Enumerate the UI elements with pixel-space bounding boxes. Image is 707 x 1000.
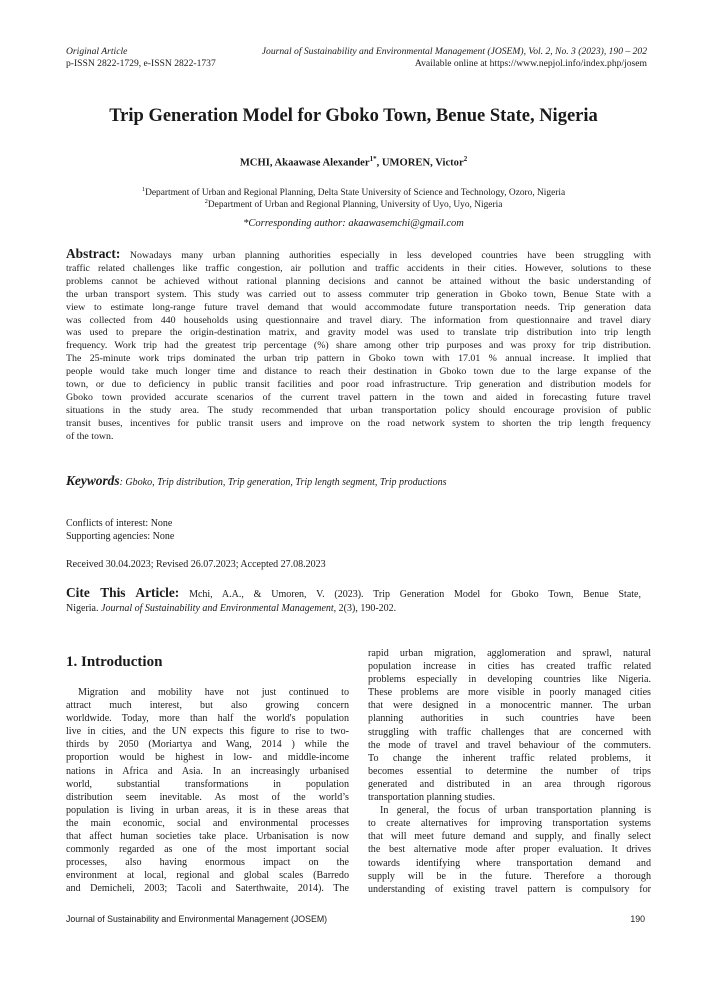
section-heading-introduction: 1. Introduction [66, 654, 163, 670]
body-line: worldwide. Today, more than half the world's population [66, 713, 349, 725]
body-line: population increase in cities has created traffic related [368, 661, 651, 673]
article-type: Original Article [66, 46, 128, 57]
keywords [66, 473, 446, 489]
abstract-line: traffic related challenges like traffic congestion, air pollution and traffic accidents in their cities. However, solutions to these [66, 262, 651, 274]
abstract-line: transit buses, incentives for public transit users and improve on the road network system to shorten the trip length frequency [66, 417, 651, 429]
paper-title: Trip Generation Model for Gboko Town, Benue State, Nigeria [109, 106, 598, 126]
affiliation-2 [0, 196, 707, 212]
author-1-marker: 1* [369, 155, 377, 163]
affiliation-2-marker: 2 [204, 198, 208, 205]
body-line: proportion would be highest in low- and middle-income [66, 752, 349, 764]
page-number: 190 [630, 914, 645, 924]
body-line: These problems are more visible in poorly managed cities [368, 687, 651, 699]
body-line: live in cities, and the UN expects this figure to rise to two- [66, 726, 349, 738]
body-line: that will meet future demand and supply, and finally select [368, 831, 651, 843]
author-2: UMOREN, Victor [381, 157, 464, 169]
cite-text: Mchi, A.A., & Umoren, V. (2023). Trip Generation Model for Gboko Town, Benue State, [179, 589, 641, 600]
abstract-line: was collected from 440 households using questionnaire and travel diary. The information from questionnaire and travel diary [66, 314, 651, 326]
footer-journal: Journal of Sustainability and Environmental Management (JOSEM) [66, 914, 328, 924]
body-line: world, substantial transformations in population [66, 778, 349, 790]
body-line: planning authorities in such countries have been [368, 713, 651, 725]
affiliation-1-text: Department of Urban and Regional Planning, Delta State University of Science and Technology, Ozoro, Nigeria [145, 188, 566, 199]
abstract-label: Abstract: [66, 246, 121, 261]
cite-prefix: Nigeria. [66, 603, 101, 614]
body-line: the best alternative mode after proper evaluation. It drives [368, 844, 651, 856]
abstract-line: problems cannot be achieved without rational planning decisions and cannot be attained without the basic understanding of [66, 275, 651, 287]
corresponding-author: *Corresponding author: akaawasemchi@gmail.com [243, 218, 464, 229]
body-line: environment at local, regional and global scales (Barredo [66, 870, 349, 882]
abstract-line: the urban transport system. This study was carried out to assess commuter trip generation in Gboko town, Benue State with a [66, 288, 651, 300]
body-line: In general, the focus of urban transportation planning is [380, 805, 651, 817]
intro-right-column [368, 647, 651, 896]
author-separator: , [376, 157, 382, 169]
abstract-line: of the town. [66, 430, 114, 442]
body-line: population is living in urban areas, it is in these areas that [66, 804, 349, 816]
abstract-line: Gboko town provided accurate scenarios of the current travel pattern in the town and aided in forecasting future travel [66, 391, 651, 403]
body-line: rapid urban migration, agglomeration and sprawl, natural [368, 648, 651, 659]
body-line: towards identifying where transportation demand and [368, 857, 651, 869]
supporting-agencies: Supporting agencies: None [66, 531, 175, 542]
abstract-line: town, or due to deficiency in public transit facilities and poor road infrastructure. Trip generation and distribution models for [66, 379, 651, 391]
abstract-line: situations in the study area. The study recommended that urban transportation policy should encourage provision of public [66, 404, 651, 416]
available-online: Available online at https://www.nepjol.info/index.php/josem [414, 58, 647, 69]
author-2-marker: 2 [463, 155, 468, 163]
cite-line-1 [66, 586, 641, 602]
body-line: supply will be in the future. Therefore a thorough [368, 870, 651, 882]
body-line: Migration and mobility have not just continued to [78, 687, 349, 698]
abstract-line: frequency. Work trip had the greatest trip percentage (%) share among other trip purposes and was proxy for trip distribution. [66, 340, 651, 352]
body-line: commonly regarded as one of the most important social [66, 844, 349, 856]
body-line: the main economic, social and environmental processes [66, 817, 349, 829]
body-line: attract much interest, but also growing concern [66, 700, 349, 712]
body-line: problems especially in developing countries like Nigeria. [368, 674, 651, 686]
cite-line-2 [66, 602, 641, 616]
cite-label: Cite This Article: [66, 585, 180, 600]
body-line: and Demicheli, 2003; Tacoli and Saterthwaite, 2014). The [66, 883, 349, 895]
issn: p-ISSN 2822-1729, e-ISSN 2822-1737 [66, 58, 216, 69]
body-line: that were designed in a monocentric manner. The urban [368, 700, 651, 712]
abstract-line: people would take much longer time and distance to reach their destination in Gboko town due to the large expanse of the [66, 366, 651, 378]
abstract [66, 248, 651, 444]
body-line: transportation planning studies. [368, 792, 495, 804]
conflicts-of-interest: Conflicts of interest: None [66, 518, 173, 529]
body-line: distribution seem inevitable. As most of the world’s [66, 791, 349, 803]
body-line: generated and distributed in an area through rigorous [368, 778, 651, 790]
author-1: MCHI, Akaawase Alexander [239, 157, 370, 169]
cite-suffix: , 2(3), 190-202. [333, 603, 397, 614]
authors [0, 155, 707, 169]
body-line: nations in Africa and Asia. In an increasingly urbanised [66, 765, 349, 777]
body-line: struggling with traffic challenges that are concerned with [368, 726, 651, 738]
cite-journal: Journal of Sustainability and Environmental Management [101, 603, 334, 614]
cite-this-article [66, 586, 641, 616]
affiliation-1-marker: 1 [141, 186, 146, 193]
affiliation-2-text: Department of Urban and Regional Planning, University of Uyo, Uyo, Nigeria [207, 200, 503, 211]
abstract-line [66, 248, 651, 263]
body-line: to create alternatives for improving transportation systems [368, 818, 651, 830]
keywords-text: : Gboko, Trip distribution, Trip generation, Trip length segment, Trip productions [119, 477, 447, 488]
body-line: the mode of travel and travel behaviour of the commuters. [368, 739, 651, 751]
body-line: becomes essential to determine the number of trips [368, 765, 651, 777]
abstract-line: The 25-minute work trips dominated the urban trip pattern in Gboko town with 17.01 % annual increase. It implied that [66, 353, 651, 365]
body-line: understanding of existing travel pattern is compulsory for [368, 883, 651, 895]
body-line: To change the inherent traffic related problems, it [368, 752, 651, 764]
body-line: processes, also having enormous impact on the [66, 857, 349, 869]
body-line: thirds by 2050 (Moriartya and Wang, 2014 ) while the [66, 739, 349, 751]
body-line: that affect human societies take place. Urbanisation is now [66, 831, 349, 843]
journal-reference: Journal of Sustainability and Environmental Management (JOSEM), Vol. 2, No. 3 (2023), 190 – 202 [261, 46, 647, 57]
keywords-label: Keywords [66, 473, 120, 488]
abstract-line: view to estimate long-range future travel demand that would accommodate future transportation needs. Trip generation data [66, 301, 651, 313]
intro-left-column [66, 686, 349, 896]
abstract-line: was used to prepare the origin-destination matrix, and gravity model was used to translate trip distribution into trip length [66, 327, 651, 339]
abstract-line-text: Nowadays many urban planning authorities especially in less developed countries have been struggling with [120, 250, 651, 261]
article-dates: Received 30.04.2023; Revised 26.07.2023; Accepted 27.08.2023 [66, 559, 326, 570]
